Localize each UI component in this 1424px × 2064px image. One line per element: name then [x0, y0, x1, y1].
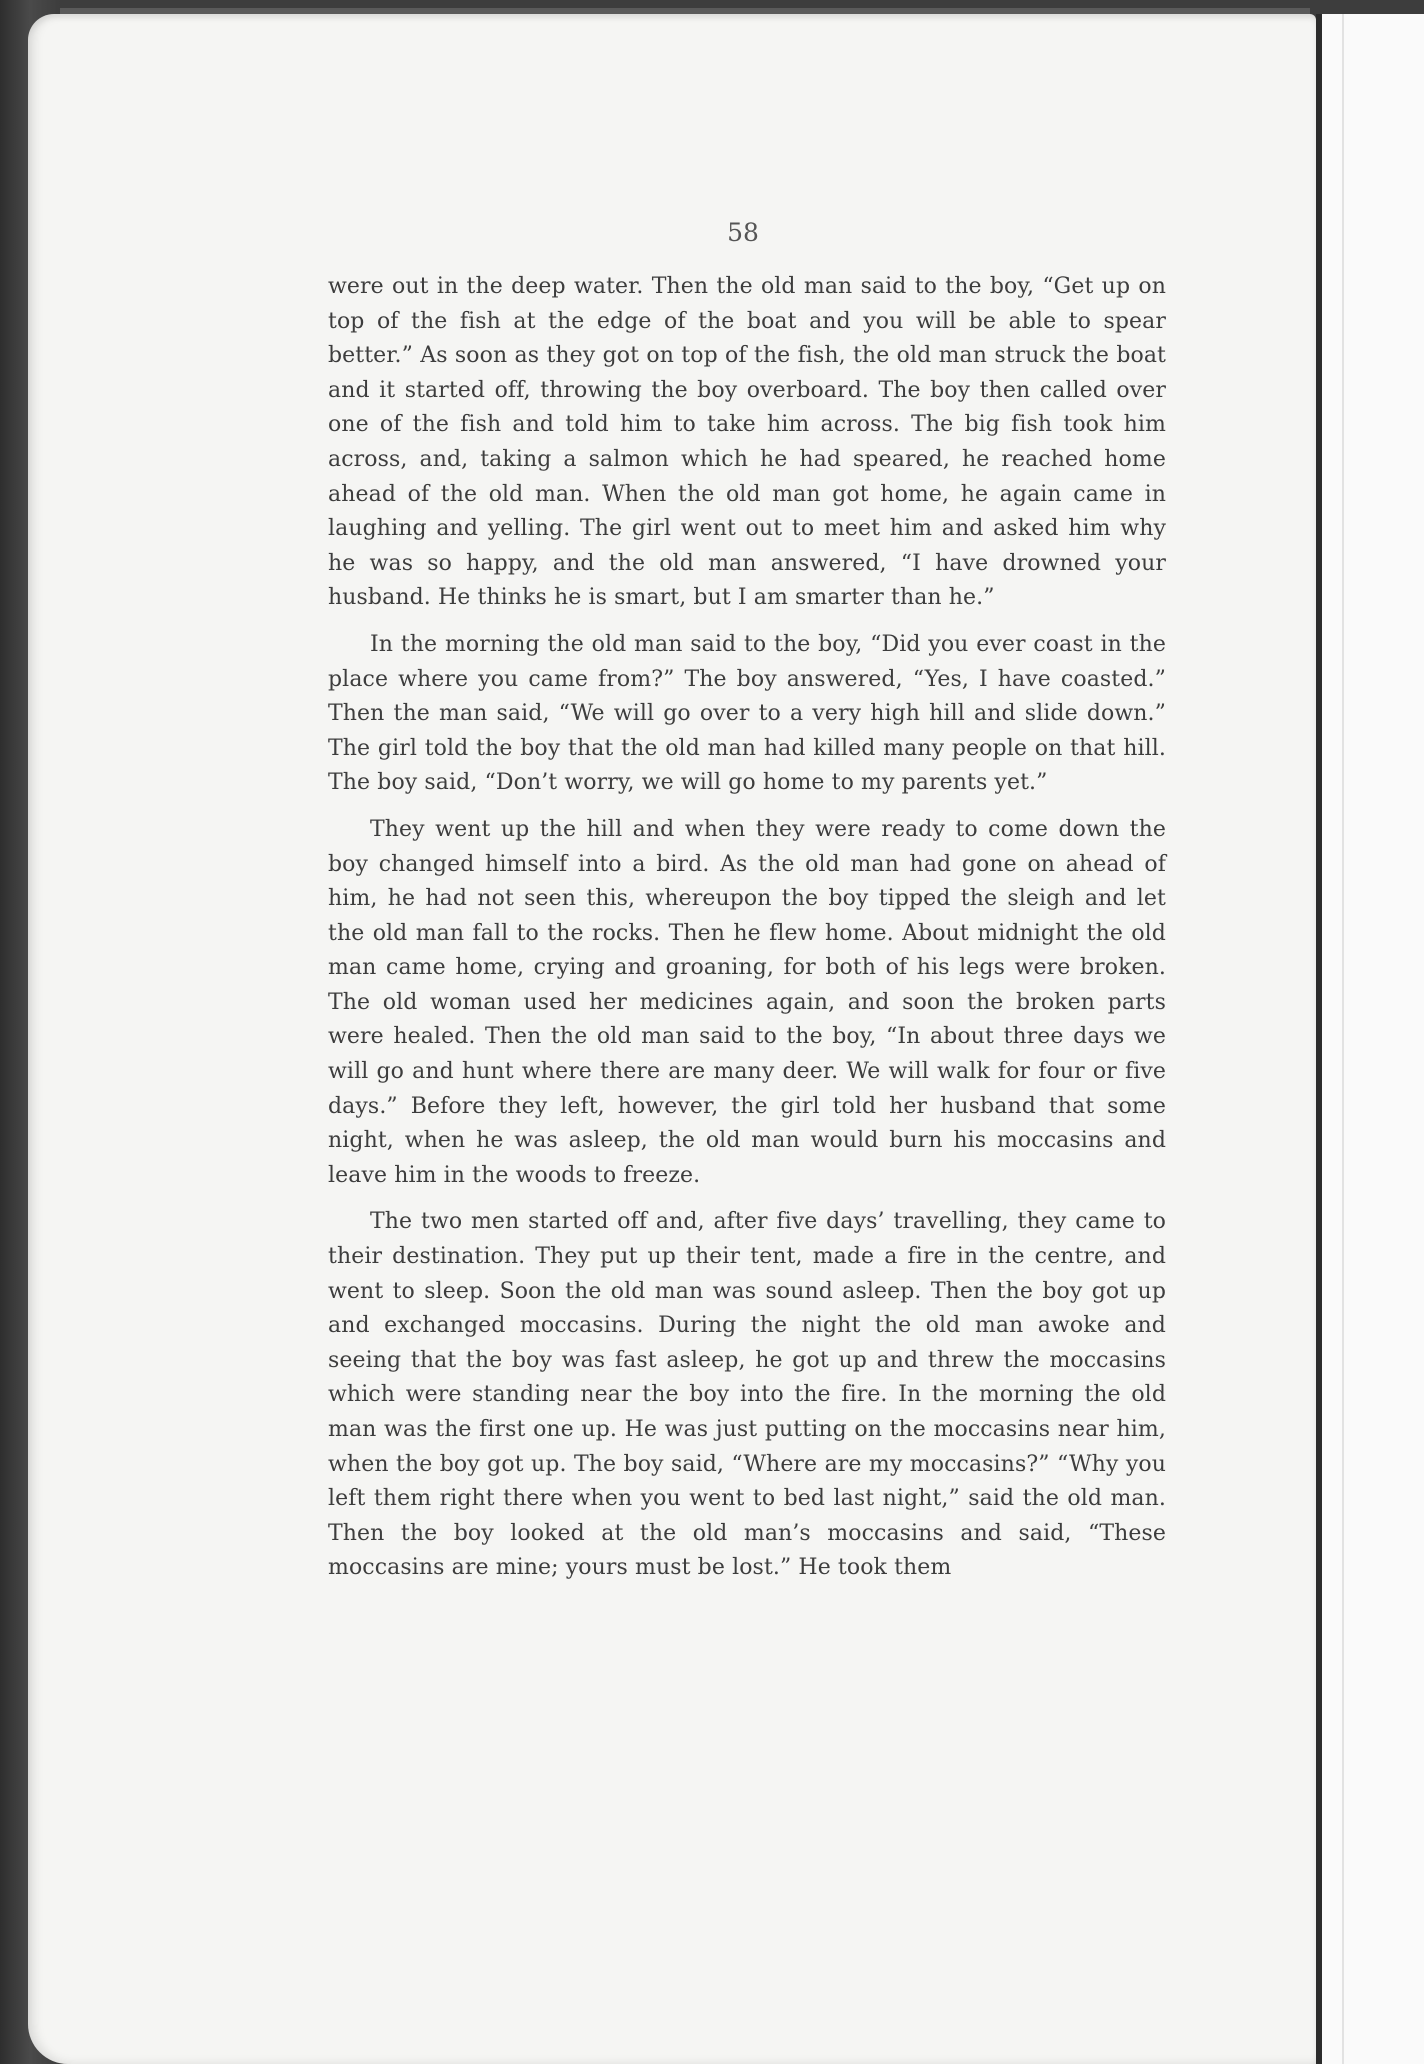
paragraph-1: were out in the deep water. Then the old man said to the boy, “Get up on top of the fish at the edge of the boat and you will be able to spear better.” As soon as they got on top of the fish, the old man struck the boat and it started off, throwing the boy overboard. The boy then called over one of the fish and told him to take him across. The big fish took him across, and, taking a salmon which he had speared, he reached home ahead of the old man. When the old man got home, he again came in laughing and yelling. The girl went out to meet him and asked him why he was so happy, and the old man answered, “I have drowned your husband. He thinks he is smart, but I am smarter than he.”: [328, 274, 1166, 611]
page-number: 58: [727, 218, 759, 247]
facing-page-edge: [1316, 14, 1424, 2064]
paragraph-2: In the morning the old man said to the boy, “Did you ever coast in the place where you came from?” The boy answered, “Yes, I have coasted.” Then the man said, “We will go over to a very high hill and slide down.” The girl told the boy that the old man had killed many people on that hill. The boy said, “Don’t worry, we will go home to my parents yet.”: [328, 631, 1166, 796]
paragraph-4: The two men started off and, after five days’ travelling, they came to their destination. They put up their tent, made a fire in the centre, and went to sleep. Soon the old man was sound asleep. Then the boy got up and exchanged moccasins. During the night the old man awoke and seeing that the boy was fast asleep, he got up and threw the moccasins which were standing near the boy into the fire. In the morning the old man was the first one up. He was just putting on the moccasins near him, when the boy got up. The boy said, “Where are my moccasins?” “Why you left them right there when you went to bed last night,” said the old man. Then the boy looked at the old man’s moccasins and said, “These moccasins are mine; yours must be lost.” He took them: [328, 1209, 1166, 1581]
paragraph-3: They went up the hill and when they were ready to come down the boy changed himself into a bird. As the old man had gone on ahead of him, he had not seen this, whereupon the boy tipped the sleigh and let the old man fall to the rocks. Then he flew home. About midnight the old man came home, crying and groaning, for both of his legs were broken. The old woman used her medicines again, and soon the broken parts were healed. Then the old man said to the boy, “In about three days we will go and hunt where there are many deer. We will walk for four or five days.” Before they left, however, the girl told her husband that some night, when he was asleep, the old man would burn his moccasins and leave him in the woods to freeze.: [328, 816, 1166, 1188]
body-text: [328, 270, 1166, 1598]
